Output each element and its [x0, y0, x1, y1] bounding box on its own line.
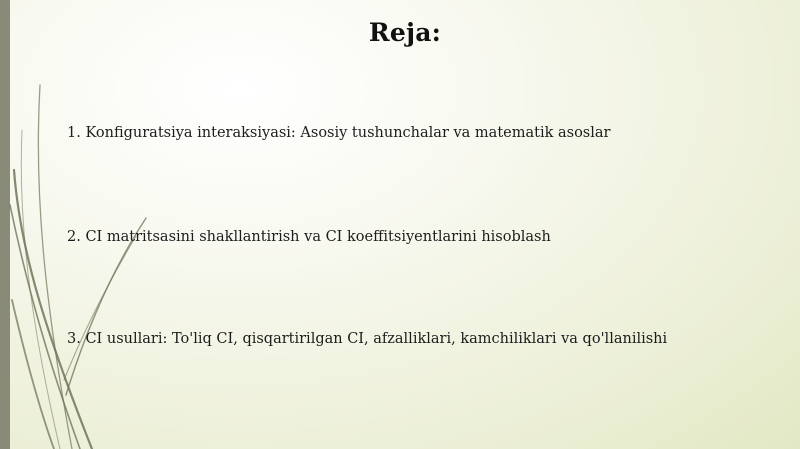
grass-blade: [64, 236, 136, 380]
grass-blade: [12, 300, 54, 449]
plan-item-2: 2. CI matritsasini shakllantirish va CI koeffitsiyentlarini hisoblash: [67, 229, 551, 245]
plan-item-1: 1. Konfiguratsiya interaksiyasi: Asosiy tushunchalar va matematik asoslar: [67, 125, 611, 141]
slide-title: Reja:: [368, 18, 442, 47]
grass-blade: [21, 130, 60, 449]
left-accent-bar: [0, 0, 10, 449]
plan-item-3: 3. CI usullari: To'liq CI, qisqartirilgan CI, afzalliklari, kamchiliklari va qo'llanilishi: [67, 331, 668, 347]
grass-blade: [14, 170, 92, 449]
